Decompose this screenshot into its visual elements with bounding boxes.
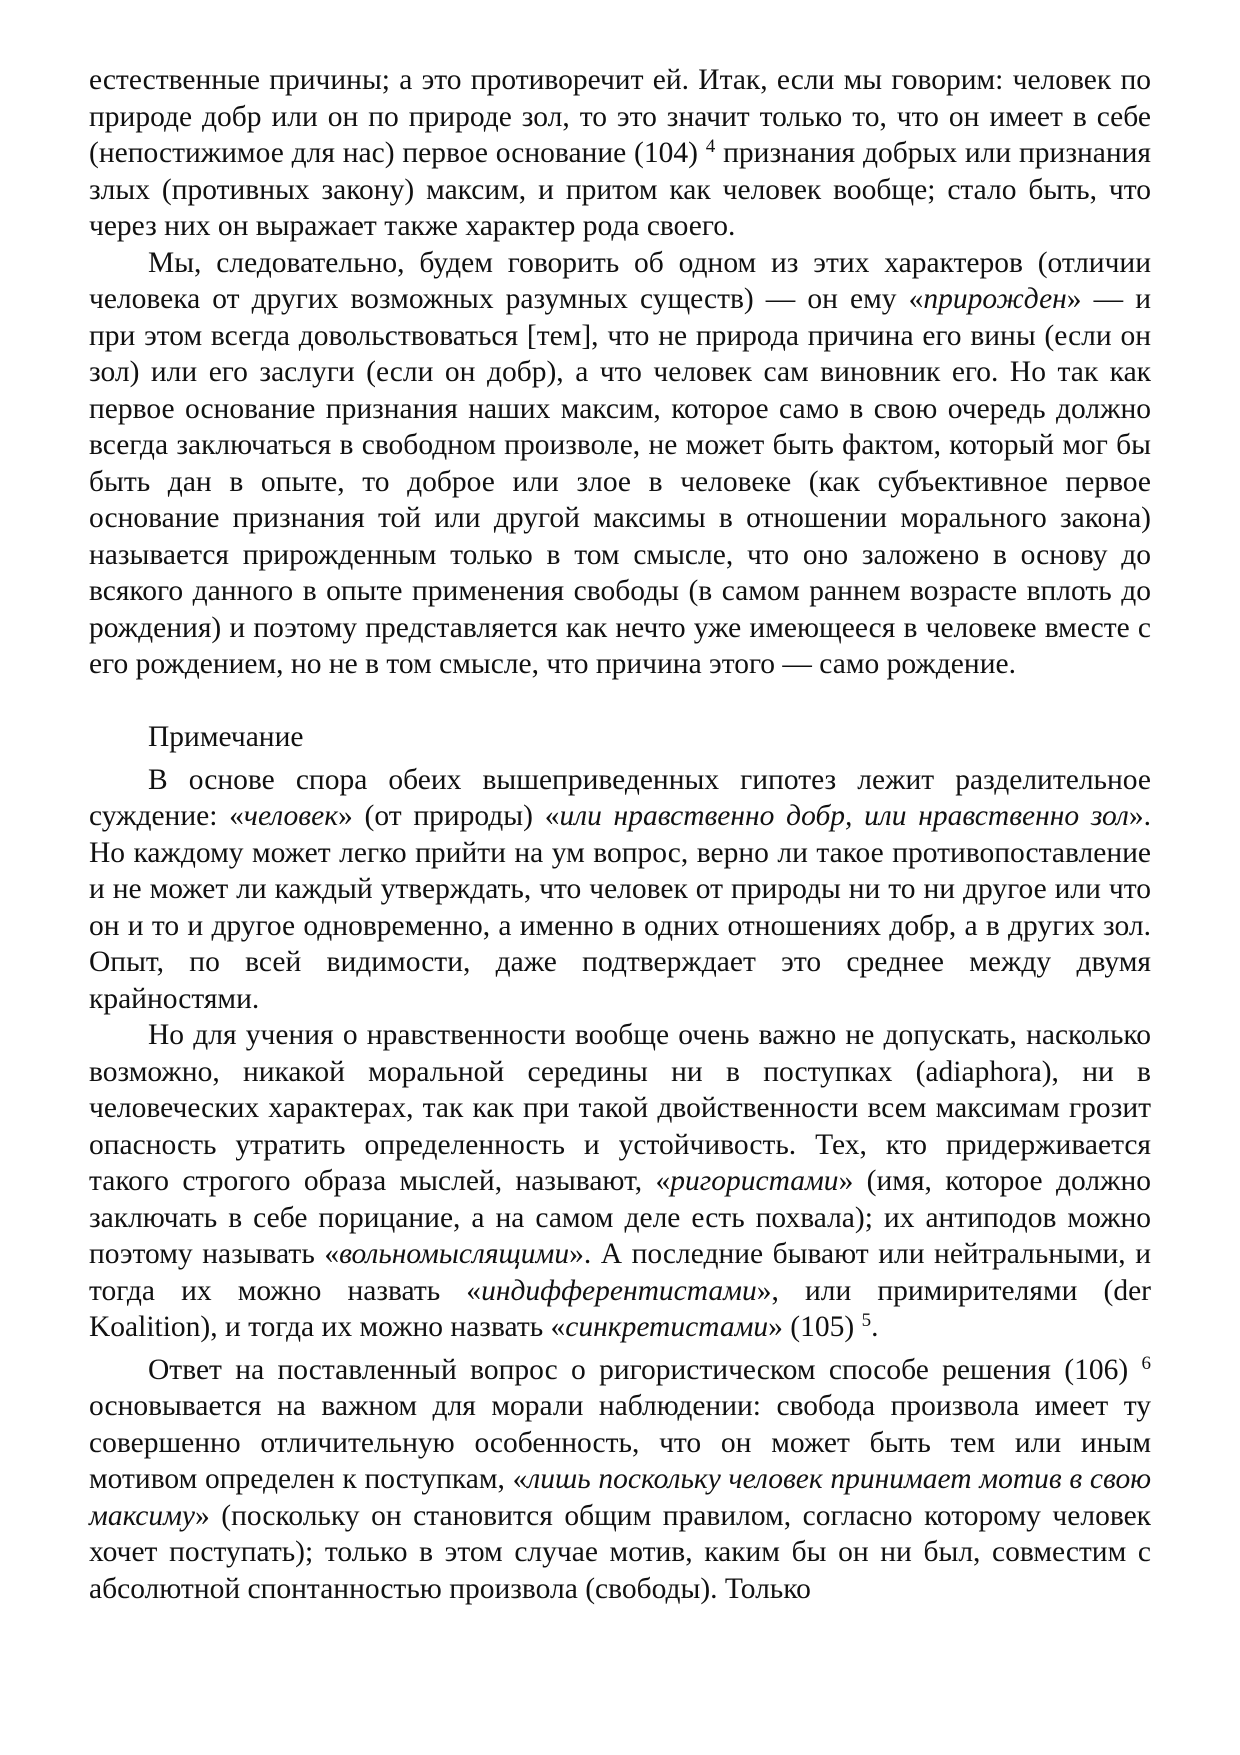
text-run: » (от природы) « <box>338 800 560 832</box>
text-run: » — и при этом всегда довольствоваться [тем], что не природа причина его вины (если он зол) или его заслуги (если он добр), а что человек сам виновник его. Но так как первое основание признания наших максим, которое само в свою очередь должно всегда заключаться в свободном произволе, не может быть фактом, который мог бы быть дан в опыте, то доброе или злое в человеке (как субъективное первое основание признания той или другой максимы в отношении морального закона) называется прирожденным только в том смысле, что оно заложено в основу до всякого данного в опыте применения свободы (в самом раннем возрасте вплоть до рождения) и поэтому представляется как нечто уже имеющееся в человеке вместе с его рождением, но не в том смысле, что причина этого — само рождение. <box>89 283 1151 680</box>
paragraph-2 <box>89 245 1151 683</box>
footnote-ref-4[interactable]: 4 <box>705 136 716 157</box>
italic-term: прирожден <box>923 283 1067 315</box>
text-run: ». Но каждому может легко прийти на ум вопрос, верно ли такое противопоставление и не может ли каждый утверждать, что человек от природы ни то ни другое или что он и то и другое одновременно, а именно в одних отношениях добр, а в других зол. Опыт, по всей видимости, даже подтверждает это среднее между двумя крайностями. <box>89 800 1151 1015</box>
italic-term: вольномыслящими <box>339 1238 570 1270</box>
paragraph-3 <box>89 762 1151 1018</box>
footnote-ref-5[interactable]: 5 <box>861 1310 872 1331</box>
text-run: Но для учения о нравственности вообще очень важно не допускать, насколько возможно, никакой моральной середины ни в поступках (adiaphora), ни в человеческих характерах, так как при такой двойственности всем максимам грозит опасность утратить определенность и устойчивость. Тех, кто придерживается такого строгого образа мыслей, называют, « <box>89 1019 1151 1197</box>
text-run: основывается на важном для морали наблюдении: свобода произвола имеет ту совершенно отличительную особенность, что он может быть тем или иным мотивом определен к поступкам, « <box>89 1390 1151 1495</box>
text-run: » (имя, которое должно заключать в себе порицание, а на самом деле есть похвала); их антиподов можно поэтому называть « <box>89 1165 1151 1270</box>
paragraph-1 <box>89 62 1151 245</box>
italic-term: ригористами <box>670 1165 839 1197</box>
text-run: », или примирителями (der Koalition), и тогда их можно назвать « <box>89 1274 1151 1343</box>
paragraph-5 <box>89 1352 1151 1608</box>
text-run: . <box>871 1311 879 1343</box>
text-run: признания добрых или признания злых (противных закону) максим, и притом как человек вообще; стало быть, что через них он выражает также характер рода своего. <box>89 137 1152 242</box>
footnote-ref-6[interactable]: 6 <box>1141 1352 1151 1374</box>
section-heading-note: Примечание <box>148 721 304 753</box>
text-run: Ответ на поставленный вопрос о ригористическом способе решения (106) <box>148 1353 1142 1386</box>
text-run: ». А последние бывают или нейтральными, и тогда их можно назвать « <box>89 1238 1151 1307</box>
italic-term: индифферентистами <box>481 1274 757 1307</box>
text-run: » (105) <box>768 1311 862 1343</box>
document-page <box>89 62 1151 1607</box>
paragraph-4 <box>89 1017 1151 1346</box>
italic-term: человек <box>243 800 339 832</box>
italic-term: лишь поскольку человек принимает мотив в свою максиму <box>89 1463 1151 1532</box>
italic-term: синкретистами <box>565 1311 769 1343</box>
text-run: В основе спора обеих вышеприведенных гипотез лежит разделительное суждение: « <box>89 763 1151 832</box>
text-run: » (поскольку он становится общим правилом, согласно которому человек хочет поступать); только в этом случае мотив, каким бы он ни был, совместим с абсолютной спонтанностью произвола (свободы). Только <box>89 1499 1151 1605</box>
text-run: естественные причины; а это противоречит ей. Итак, если мы говорим: человек по природе добр или он по природе зол, то это значит только то, что он имеет в себе (непостижимое для нас) первое основание (104) <box>89 64 1151 169</box>
text-run: Мы, следовательно, будем говорить об одном из этих характеров (отличии человека от других возможных разумных существ) — он ему « <box>89 246 1151 315</box>
italic-term: или нравственно добр, или нравственно зол <box>559 800 1129 832</box>
